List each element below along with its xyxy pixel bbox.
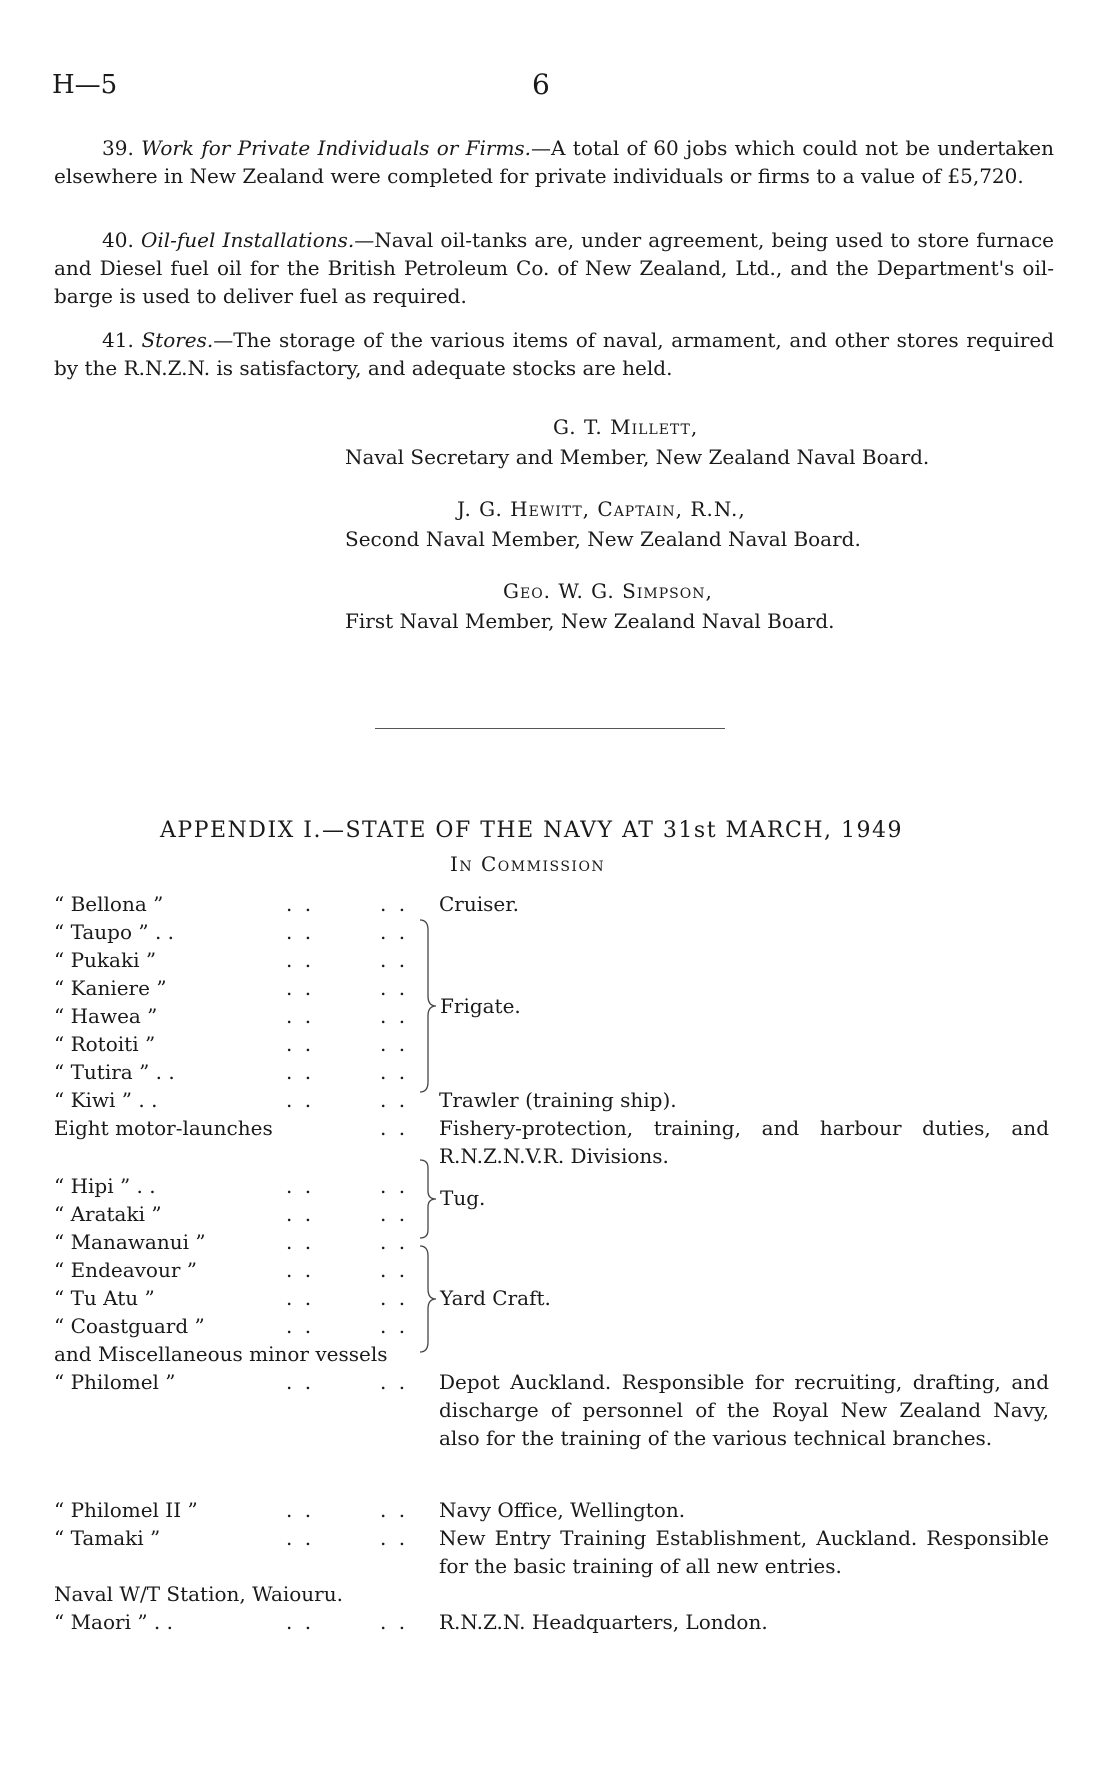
vessel-name: Naval W/T Station, Waiouru.	[54, 1582, 343, 1606]
paragraph-41	[54, 326, 1054, 382]
dot-leader: . .	[286, 1526, 315, 1550]
dot-leader: . .	[380, 976, 409, 1000]
dot-leader: . .	[380, 1286, 409, 1310]
vessel-role: Cruiser.	[439, 892, 519, 916]
dot-leader: . .	[380, 1174, 409, 1198]
signatory-title: Naval Secretary and Member, New Zealand Naval Board.	[345, 445, 930, 469]
paragraph-40	[54, 226, 1054, 310]
dot-leader: . .	[286, 1610, 315, 1634]
vessel-name: “ Tu Atu ”	[54, 1286, 155, 1310]
tug-group-brace	[418, 1158, 618, 1240]
signature-block	[345, 494, 1005, 554]
dot-leader: . .	[380, 1088, 409, 1112]
dot-leader: . .	[286, 920, 315, 944]
paragraph-39	[54, 134, 1054, 190]
dot-leader: . .	[286, 1032, 315, 1056]
dot-leader: . .	[286, 892, 315, 916]
signatory-name: Geo. W. G. Simpson,	[503, 579, 713, 603]
dot-leader: . .	[286, 1286, 315, 1310]
dot-leader: . .	[380, 1032, 409, 1056]
vessel-name: “ Kiwi ” . .	[54, 1088, 158, 1112]
vessel-role: Depot Auckland. Responsible for recruiting, drafting, and discharge of personnel of the Royal New Zealand Navy, also for the training of the various technical branches.	[439, 1370, 1049, 1450]
vessel-name: “ Philomel ”	[54, 1370, 176, 1394]
page-number: 6	[532, 68, 550, 101]
brace-icon	[418, 918, 438, 1094]
dot-leader: . .	[286, 1314, 315, 1338]
vessel-name: “ Maori ” . .	[54, 1610, 173, 1634]
signatory-name: G. T. Millett,	[553, 415, 699, 439]
dot-leader: . .	[286, 1230, 315, 1254]
vessel-name: “ Hipi ” . .	[54, 1174, 156, 1198]
dot-leader: . .	[380, 892, 409, 916]
vessel-name: “ Manawanui ”	[54, 1230, 206, 1254]
vessel-role: R.N.Z.N. Headquarters, London.	[439, 1610, 768, 1634]
paragraph-text: —Naval oil-tanks are, under agreement, being used to store furnace and Diesel fuel oil for the British Petroleum Co. of New Zealand, Ltd., and the Department's oil-barge is used to deliver fuel as required.	[54, 228, 1054, 308]
dot-leader: . .	[380, 948, 409, 972]
dot-leader: . .	[380, 1314, 409, 1338]
vessel-name: “ Pukaki ”	[54, 948, 157, 972]
vessel-name: “ Arataki ”	[54, 1202, 162, 1226]
dot-leader: . .	[380, 1004, 409, 1028]
dot-leader: . .	[380, 1230, 409, 1254]
dot-leader: . .	[286, 1060, 315, 1084]
signatory-title: Second Naval Member, New Zealand Naval Board.	[345, 527, 861, 551]
vessel-name: “ Kaniere ”	[54, 976, 167, 1000]
vessel-name: “ Tutira ” . .	[54, 1060, 175, 1084]
paragraph-heading: Stores.	[141, 328, 214, 352]
paragraph-heading: Oil-fuel Installations.	[140, 228, 355, 252]
dot-leader: . .	[380, 1370, 409, 1394]
dot-leader: . .	[286, 1088, 315, 1112]
appendix-subtitle: In Commission	[450, 852, 606, 876]
dot-leader: . .	[286, 1004, 315, 1028]
dot-leader: . .	[380, 1610, 409, 1634]
section-divider	[375, 728, 725, 729]
vessel-name: “ Hawea ”	[54, 1004, 158, 1028]
paragraph-text: —The storage of the various items of naval, armament, and other stores required by the R.N.Z.N. is satisfactory, and adequate stocks are held.	[54, 328, 1054, 380]
vessel-role: Navy Office, Wellington.	[439, 1498, 686, 1522]
vessel-name: “ Endeavour ”	[54, 1258, 197, 1282]
vessel-name: “ Coastguard ”	[54, 1314, 205, 1338]
dot-leader: . .	[286, 1370, 315, 1394]
dot-leader: . .	[286, 948, 315, 972]
dot-leader: . .	[380, 1060, 409, 1084]
report-code: H—5	[52, 70, 118, 100]
dot-leader: . .	[380, 1526, 409, 1550]
group-label: Frigate.	[440, 994, 521, 1018]
dot-leader: . .	[286, 1174, 315, 1198]
vessel-name: Eight motor-launches	[54, 1116, 273, 1140]
paragraph-number: 39.	[102, 136, 134, 160]
brace-icon	[418, 1244, 438, 1354]
vessel-name: “ Rotoiti ”	[54, 1032, 156, 1056]
paragraph-number: 41.	[102, 328, 134, 352]
group-label: Tug.	[440, 1186, 486, 1210]
dot-leader: . .	[286, 976, 315, 1000]
paragraph-heading: Work for Private Individuals or Firms.	[141, 136, 532, 160]
paragraph-text: —A total of 60 jobs which could not be undertaken elsewhere in New Zealand were completed for private individuals or firms to a value of £5,720.	[54, 136, 1055, 188]
signatory-title: First Naval Member, New Zealand Naval Board.	[345, 609, 835, 633]
dot-leader: . .	[380, 1202, 409, 1226]
dot-leader: . .	[286, 1498, 315, 1522]
vessel-name: “ Taupo ” . .	[54, 920, 175, 944]
group-label: Yard Craft.	[440, 1286, 551, 1310]
brace-icon	[418, 1158, 438, 1240]
vessel-name: and Miscellaneous minor vessels	[54, 1342, 388, 1366]
dot-leader: . .	[380, 1258, 409, 1282]
vessel-role: Fishery-protection, training, and harbour duties, and R.N.Z.N.V.R. Divisions.	[439, 1116, 1049, 1168]
vessel-role: Trawler (training ship).	[439, 1088, 677, 1112]
vessel-name: “ Bellona ”	[54, 892, 164, 916]
dot-leader: . .	[380, 1498, 409, 1522]
appendix-title: APPENDIX I.—STATE OF THE NAVY AT 31st MARCH, 1949	[160, 818, 904, 843]
frigate-group-brace	[418, 918, 618, 1094]
dot-leader: . .	[380, 1116, 409, 1140]
yard-craft-group-brace	[418, 1244, 618, 1354]
signatory-name: J. G. Hewitt, Captain, R.N.,	[457, 497, 746, 521]
signature-block	[345, 412, 1005, 472]
vessel-name: “ Philomel II ”	[54, 1498, 198, 1522]
vessel-name: “ Tamaki ”	[54, 1526, 161, 1550]
dot-leader: . .	[286, 1202, 315, 1226]
dot-leader: . .	[380, 920, 409, 944]
signature-block	[345, 576, 1005, 636]
dot-leader: . .	[286, 1258, 315, 1282]
vessel-role: New Entry Training Establishment, Auckland. Responsible for the basic training of all new entries.	[439, 1526, 1049, 1578]
paragraph-number: 40.	[102, 228, 134, 252]
